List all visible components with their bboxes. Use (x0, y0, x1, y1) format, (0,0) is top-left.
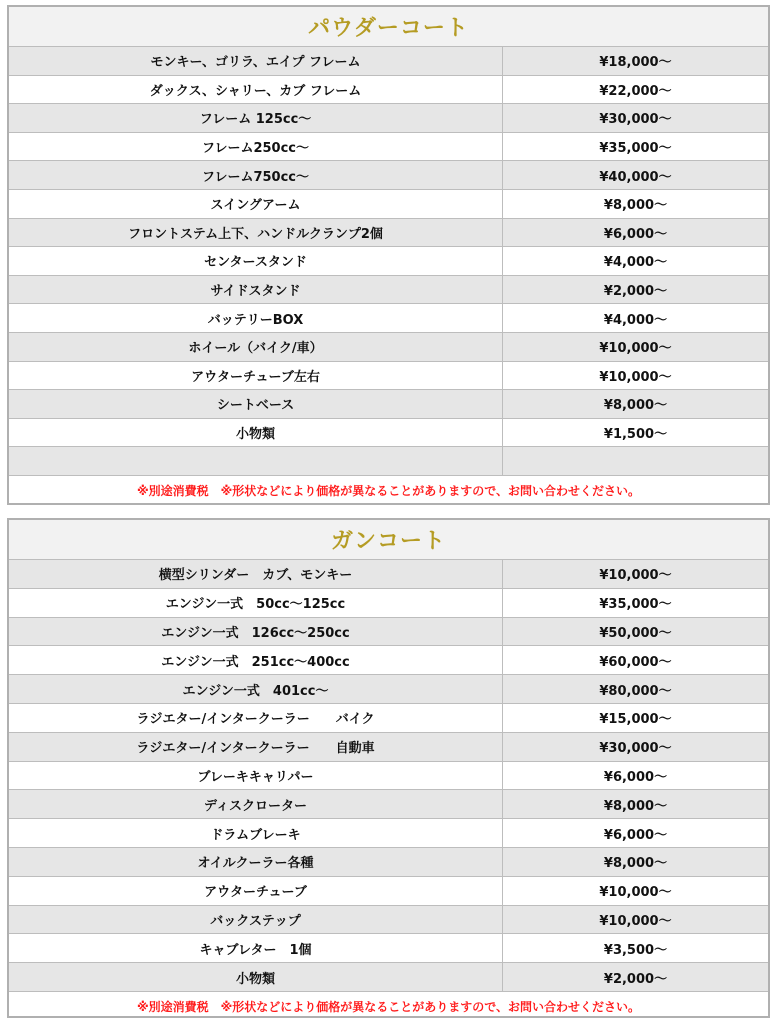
item-price: ¥6,000〜 (603, 827, 668, 843)
item-name: ホイール（バイク/車） (9, 333, 503, 361)
item-name: フレーム 125cc〜 (9, 104, 503, 132)
item-name: エンジン一式 251cc〜400cc (9, 646, 503, 674)
table-row (9, 589, 768, 618)
powder-coat-note: ※別途消費税 ※形状などにより価格が異なることがありますので、お問い合わせください。 (136, 484, 641, 499)
item-price: ¥6,000〜 (503, 219, 768, 247)
item-price: ¥30,000〜 (503, 104, 768, 132)
item-name: バッテリーBOX (9, 304, 503, 332)
item-name: フレーム750cc〜 (9, 161, 503, 189)
item-name: オイルクーラー各種 (9, 848, 503, 876)
item-price: ¥4,000〜 (603, 312, 668, 328)
item-name: エンジン一式 50cc〜125cc (9, 589, 503, 617)
item-name: 横型シリンダー カブ、モンキー (9, 560, 503, 588)
powder-coat-price-table (7, 5, 770, 505)
table-row (9, 906, 768, 935)
item-name: ドラムブレーキ (9, 819, 503, 847)
table-row (9, 362, 768, 391)
table-row (9, 934, 768, 963)
table-row (9, 190, 768, 219)
table-row (9, 790, 768, 819)
item-price: ¥8,000〜 (503, 390, 768, 418)
item-name: フレーム250cc〜 (9, 133, 503, 161)
item-name: エンジン一式 401cc〜 (9, 675, 503, 703)
item-price: ¥10,000〜 (599, 885, 672, 901)
item-price: ¥35,000〜 (599, 141, 672, 157)
table-row (9, 276, 768, 305)
table-row (9, 704, 768, 733)
powder-coat-title: パウダーコート (9, 7, 768, 47)
table-row (9, 161, 768, 190)
item-price: ¥50,000〜 (503, 618, 768, 646)
table-row (9, 618, 768, 647)
table-row (9, 877, 768, 906)
item-price: ¥60,000〜 (599, 654, 672, 670)
item-name: ダックス、シャリー、カブ フレーム (9, 76, 503, 104)
table-row (9, 219, 768, 248)
table-row (9, 47, 768, 76)
table-row (9, 447, 768, 476)
item-price: ¥4,000〜 (603, 255, 668, 271)
table-row (9, 104, 768, 133)
item-price: ¥10,000〜 (503, 906, 768, 934)
table-row (9, 675, 768, 704)
table-row (9, 76, 768, 105)
item-name: 小物類 (9, 963, 503, 991)
item-name: スイングアーム (9, 190, 503, 218)
item-price: ¥3,500〜 (603, 942, 668, 958)
item-price: ¥30,000〜 (503, 733, 768, 761)
item-price: ¥6,000〜 (603, 769, 668, 785)
item-price: ¥15,000〜 (599, 712, 672, 728)
item-name: 小物類 (9, 419, 503, 447)
item-name: ディスクローター (9, 790, 503, 818)
table-row (9, 419, 768, 448)
item-name: エンジン一式 126cc〜250cc (9, 618, 503, 646)
table-row (9, 963, 768, 992)
table-row (9, 646, 768, 675)
table-row (9, 819, 768, 848)
item-price: ¥10,000〜 (599, 369, 672, 385)
item-price: ¥80,000〜 (503, 675, 768, 703)
item-price: ¥2,000〜 (503, 963, 768, 991)
table-row (9, 560, 768, 589)
item-name: センタースタンド (9, 247, 503, 275)
item-name: フロントステム上下、ハンドルクランプ2個 (9, 219, 503, 247)
item-price: ¥8,000〜 (503, 848, 768, 876)
item-price: ¥8,000〜 (603, 198, 668, 214)
item-name: バックステップ (9, 906, 503, 934)
table-row (9, 762, 768, 791)
table-row (9, 333, 768, 362)
item-name: キャブレター 1個 (9, 934, 503, 962)
table-row (9, 390, 768, 419)
item-price: ¥22,000〜 (599, 83, 672, 99)
gun-coat-title: ガンコート (9, 520, 768, 560)
gun-coat-price-table (7, 518, 770, 1018)
item-price: ¥40,000〜 (503, 161, 768, 189)
item-price: ¥1,500〜 (603, 427, 668, 443)
item-price: ¥2,000〜 (503, 276, 768, 304)
item-name: アウターチューブ左右 (9, 362, 503, 390)
item-price (503, 447, 768, 475)
table-row (9, 133, 768, 162)
item-name: アウターチューブ (9, 877, 503, 905)
item-price: ¥10,000〜 (503, 333, 768, 361)
item-name: ラジエター/インタークーラー 自動車 (9, 733, 503, 761)
table-row (9, 304, 768, 333)
item-name: サイドスタンド (9, 276, 503, 304)
item-name: モンキー、ゴリラ、エイプ フレーム (9, 47, 503, 75)
item-name (9, 447, 503, 475)
table-row (9, 733, 768, 762)
table-row (9, 247, 768, 276)
item-price: ¥10,000〜 (503, 560, 768, 588)
item-name: ブレーキキャリパー (9, 762, 503, 790)
item-price: ¥18,000〜 (503, 47, 768, 75)
table-row (9, 848, 768, 877)
item-name: ラジエター/インタークーラー バイク (9, 704, 503, 732)
gun-coat-note: ※別途消費税 ※形状などにより価格が異なることがありますので、お問い合わせください。 (136, 1000, 641, 1015)
item-name: シートベース (9, 390, 503, 418)
item-price: ¥35,000〜 (599, 597, 672, 613)
item-price: ¥8,000〜 (503, 790, 768, 818)
